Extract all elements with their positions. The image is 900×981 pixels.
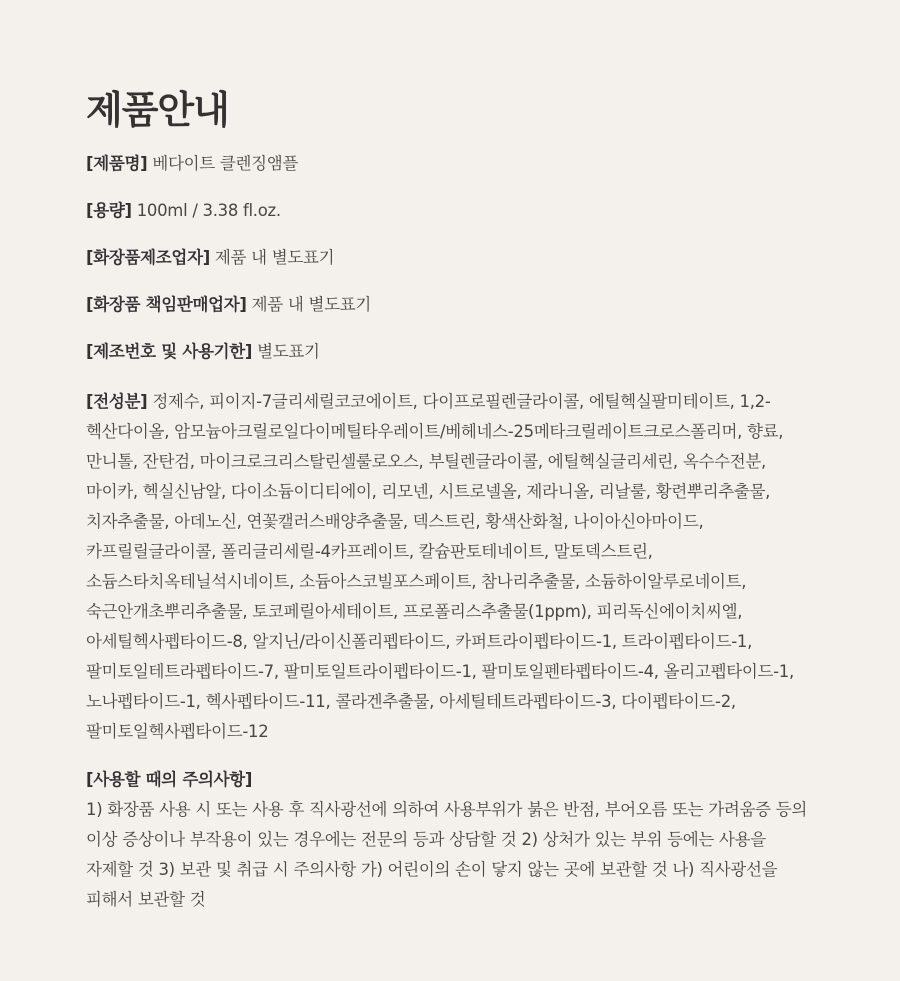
product-name-value: 베다이트 클렌징앰플 — [152, 153, 299, 173]
lot-expiry-label: [제조번호 및 사용기한] — [86, 341, 253, 361]
page-title: 제품안내 — [86, 88, 229, 132]
lot-expiry-value: 별도표기 — [257, 341, 320, 361]
manufacturer-label: [화장품제조업자] — [86, 247, 210, 267]
product-name-label: [제품명] — [86, 153, 148, 173]
caution-heading: [사용할 때의 주의사항] — [86, 769, 253, 789]
caution-body: 1) 화장품 사용 시 또는 사용 후 직사광선에 의하여 사용부위가 붉은 반점, 부어오름 또는 가려움증 등의 이상 증상이나 부작용이 있는 경우에는 전문의 등과 상담할 것 2) 상처가 있는 부위 등에는 사용을 자제할 것 3) 보관 및 취급 시 주의사항 가) 어린이의 손이 닿지 않는 곳에 보관할 것 나) 직사광선을 피해서 보관할 것 — [86, 799, 808, 909]
ingredients-paragraph — [86, 387, 816, 747]
volume-row — [86, 199, 816, 223]
manufacturer-row — [86, 246, 816, 270]
volume-label: [용량] — [86, 200, 132, 220]
distributor-row — [86, 293, 816, 317]
caution-section — [86, 765, 816, 915]
lot-expiry-row — [86, 340, 816, 364]
product-name-row — [86, 152, 816, 176]
distributor-value: 제품 내 별도표기 — [251, 294, 372, 314]
ingredients-label: [전성분] — [86, 391, 148, 411]
volume-value: 100ml / 3.38 fl.oz. — [136, 200, 281, 220]
ingredients-value: 정제수, 피이지-7글리세릴코코에이트, 다이프로필렌글라이콜, 에틸헥실팔미테이트, 1,2-헥산다이올, 암모늄아크릴로일다이메틸타우레이트/베헤네스-25메타크릴레이트크로스폴리머, 향료, 만니톨, 잔탄검, 마이크로크리스탈린셀룰로오스, 부틸렌글라이콜, 에틸헥실글리세린, 옥수수전분, 마이카, 헥실신남알, 다이소듐이디티에이, 리모넨, 시트로넬올, 제라니올, 리날룰, 황련뿌리추출물, 치자추출물, 아데노신, 연꽃캘러스배양추출물, 덱스트린, 황색산화철, 나이아신아마이드, 카프릴릴글라이콜, 폴리글리세릴-4카프레이트, 칼슘판토테네이트, 말토덱스트린, 소듐스타치옥테닐석시네이트, 소듐아스코빌포스페이트, 참나리추출물, 소듐하이알루로네이트, 숙근안개초뿌리추출물, 토코페릴아세테이트, 프로폴리스추출물(1ppm), 피리독신에이치씨엘, 아세틸헥사펩타이드-8, 알지닌/라이신폴리펩타이드, 카퍼트라이펩타이드-1, 트라이펩타이드-1, 팔미토일테트라펩타이드-7, 팔미토일트라이펩타이드-1, 팔미토일펜타펩타이드-4, 올리고펩타이드-1, 노나펩타이드-1, 헥사펩타이드-11, 콜라겐추출물, 아세틸테트라펩타이드-3, 다이펩타이드-2, 팔미토일헥사펩타이드-12 — [86, 391, 794, 741]
distributor-label: [화장품 책임판매업자] — [86, 294, 247, 314]
manufacturer-value: 제품 내 별도표기 — [214, 247, 335, 267]
